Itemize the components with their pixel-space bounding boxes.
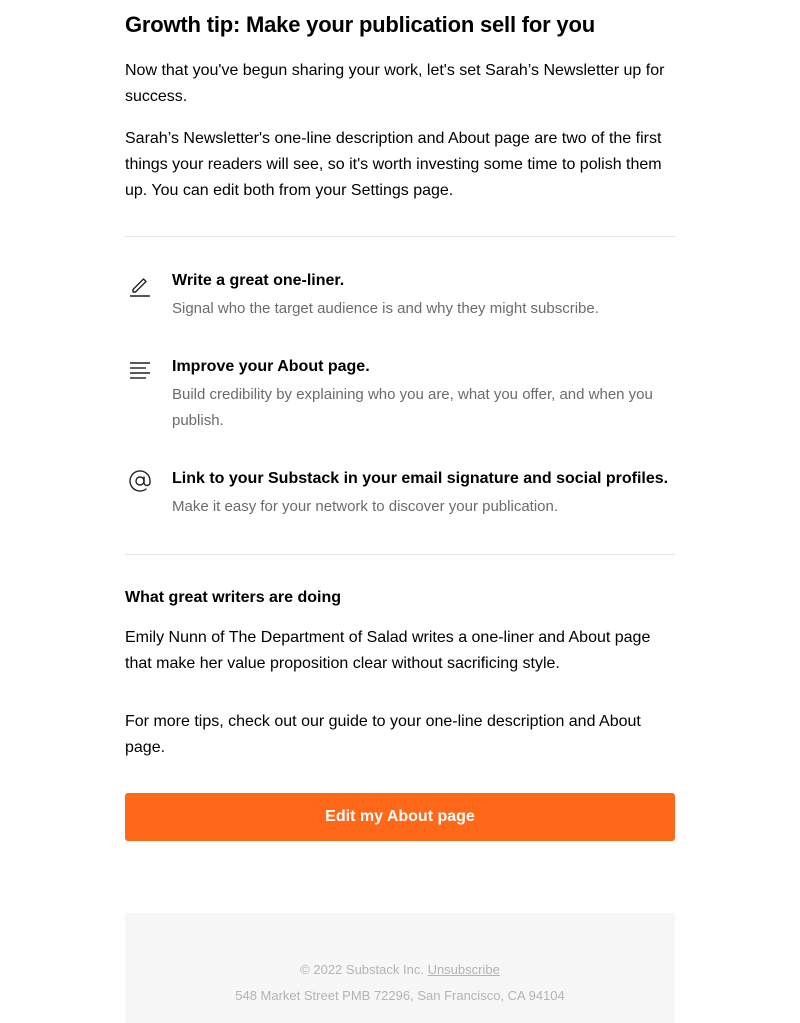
page-title: Growth tip: Make your publication sell for you bbox=[125, 12, 595, 37]
intro-paragraph: Sarah’s Newsletter's one-line description and About page are two of the first things your readers will see, so it's worth investing some time to polish them up. You can edit both from your Settings page. bbox=[125, 130, 662, 199]
tip-description: Signal who the target audience is and why they might subscribe. bbox=[172, 300, 599, 317]
edit-about-page-button[interactable]: Edit my About page bbox=[125, 793, 675, 841]
divider bbox=[125, 236, 675, 237]
intro-paragraph: Now that you've begun sharing your work, let's set Sarah’s Newsletter up for success. bbox=[125, 62, 665, 105]
tip-title: Write a great one-liner. bbox=[172, 272, 345, 289]
footer-address: 548 Market Street PMB 72296, San Francisco, CA 94104 bbox=[235, 988, 565, 1003]
unsubscribe-link[interactable]: Unsubscribe bbox=[427, 962, 500, 977]
footer-copyright-line bbox=[125, 961, 675, 979]
tip-title: Improve your About page. bbox=[172, 358, 370, 375]
tip-title: Link to your Substack in your email signature and social profiles. bbox=[172, 470, 669, 487]
pencil-icon bbox=[125, 270, 155, 300]
copyright-text: © 2022 Substack Inc. bbox=[300, 962, 424, 977]
more-tips-paragraph: For more tips, check out our guide to your one-line description and About page. bbox=[125, 713, 641, 756]
align-left-text-icon bbox=[125, 357, 155, 387]
at-sign-icon bbox=[125, 468, 155, 498]
tip-description: Build credibility by explaining who you are, what you offer, and when you publish. bbox=[172, 386, 653, 429]
divider bbox=[125, 554, 675, 555]
example-paragraph: Emily Nunn of The Department of Salad writes a one-liner and About page that make her value proposition clear without sacrificing style. bbox=[125, 629, 651, 672]
tip-description: Make it easy for your network to discover your publication. bbox=[172, 498, 559, 515]
footer bbox=[125, 913, 675, 1023]
section-heading: What great writers are doing bbox=[125, 589, 342, 606]
